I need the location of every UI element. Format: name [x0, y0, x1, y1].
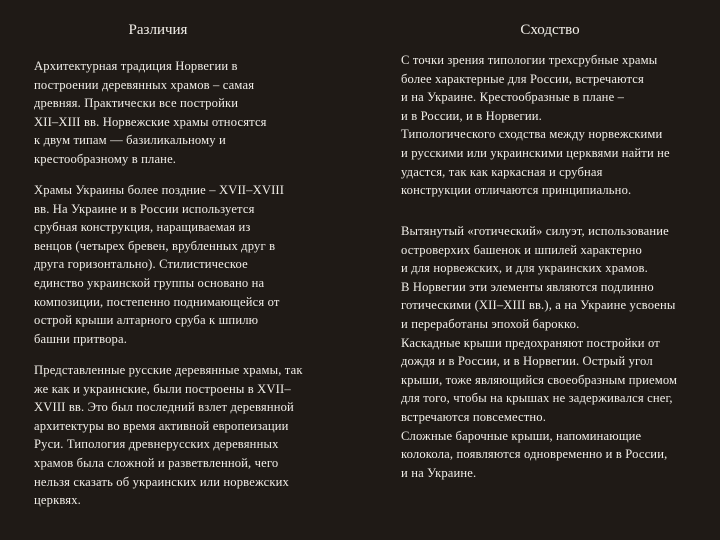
- paragraph-norway-tradition: [34, 57, 267, 169]
- text-line: С точки зрения типологии трехсрубные храмы: [401, 53, 658, 67]
- text-line: построении деревянных храмов – самая: [34, 77, 255, 92]
- similarities-heading: Сходство: [520, 22, 580, 38]
- text-line: удастся, так как каркасная и срубная: [401, 164, 603, 179]
- text-line: и в России, и в Норвегии.: [401, 108, 542, 123]
- text-line: древняя. Практически все постройки: [34, 96, 239, 111]
- text-line: дождя и в России, и в Норвегии. Острый угол: [401, 354, 653, 369]
- text-line: и для норвежских, и для украинских храмов.: [401, 261, 648, 276]
- paragraph-ukraine-churches: [34, 181, 284, 348]
- text-line: крестообразному в плане.: [34, 151, 177, 166]
- text-line: для того, чтобы на крышах не задерживался снег,: [401, 391, 673, 406]
- text-line: вв. На Украине и в России используется: [34, 201, 255, 216]
- text-line: церквях.: [34, 493, 81, 508]
- text-line: XVIII вв. Это был последний взлет деревянной: [34, 400, 294, 415]
- text-line: композиции, постепенно поднимающейся от: [34, 294, 280, 309]
- paragraph-silhouette-roofs: [401, 222, 677, 482]
- text-line: Храмы Украины более поздние – XVII–XVIII: [34, 183, 285, 197]
- text-line: Вытянутый «готический» силуэт, использование: [401, 224, 669, 238]
- text-line: колокола, появляются одновременно и в России,: [401, 447, 668, 462]
- text-line: друга горизонтально). Стилистическое: [34, 257, 248, 272]
- text-line: венцов (четырех бревен, врубленных друг в: [34, 238, 276, 253]
- differences-heading: Различия: [128, 22, 188, 38]
- text-line: Представленные русские деревянные храмы, так: [34, 363, 303, 377]
- text-line: острой крыши алтарного сруба к шпилю: [34, 313, 259, 328]
- text-line: и русскими или украинскими церквями найти не: [401, 145, 670, 160]
- text-line: башни притвора.: [34, 331, 128, 346]
- text-line: Типологического сходства между норвежскими: [401, 127, 663, 142]
- paragraph-russian-churches: [34, 361, 303, 510]
- text-line: и на Украине. Крестообразные в плане –: [401, 90, 625, 105]
- text-line: XII–XIII вв. Норвежские храмы относятся: [34, 114, 267, 129]
- text-line: Каскадные крыши предохраняют постройки от: [401, 335, 660, 350]
- text-line: к двум типам — базиликальному и: [34, 133, 226, 148]
- text-line: встречаются повсеместно.: [401, 409, 547, 424]
- text-line: готическими (XII–XIII вв.), а на Украине усвоены: [401, 298, 676, 313]
- text-line: В Норвегии эти элементы являются подлинно: [401, 279, 654, 294]
- text-line: Архитектурная традиция Норвегии в: [34, 59, 238, 73]
- text-line: и переработаны эпохой барокко.: [401, 316, 580, 331]
- text-line: храмов была сложной и разветвленной, чего: [34, 455, 279, 470]
- text-line: и на Украине.: [401, 465, 477, 480]
- text-line: единство украинской группы основано на: [34, 275, 265, 290]
- text-line: же как и украинские, были построены в XVII–: [34, 381, 291, 396]
- text-line: нельзя сказать об украинских или норвежских: [34, 474, 289, 489]
- text-line: крыши, тоже являющийся своеобразным приемом: [401, 372, 678, 387]
- text-line: островерхих башенок и шпилей характерно: [401, 242, 642, 257]
- text-line: более характерные для России, встречаются: [401, 71, 644, 86]
- text-line: архитектуры во время активной европеизации: [34, 418, 289, 433]
- text-line: Руси. Типология древнерусских деревянных: [34, 437, 279, 452]
- text-line: Сложные барочные крыши, напоминающие: [401, 428, 642, 443]
- text-line: конструкции отличаются принципиально.: [401, 183, 632, 198]
- paragraph-typology: [401, 51, 670, 200]
- text-line: срубная конструкция, наращиваемая из: [34, 220, 251, 235]
